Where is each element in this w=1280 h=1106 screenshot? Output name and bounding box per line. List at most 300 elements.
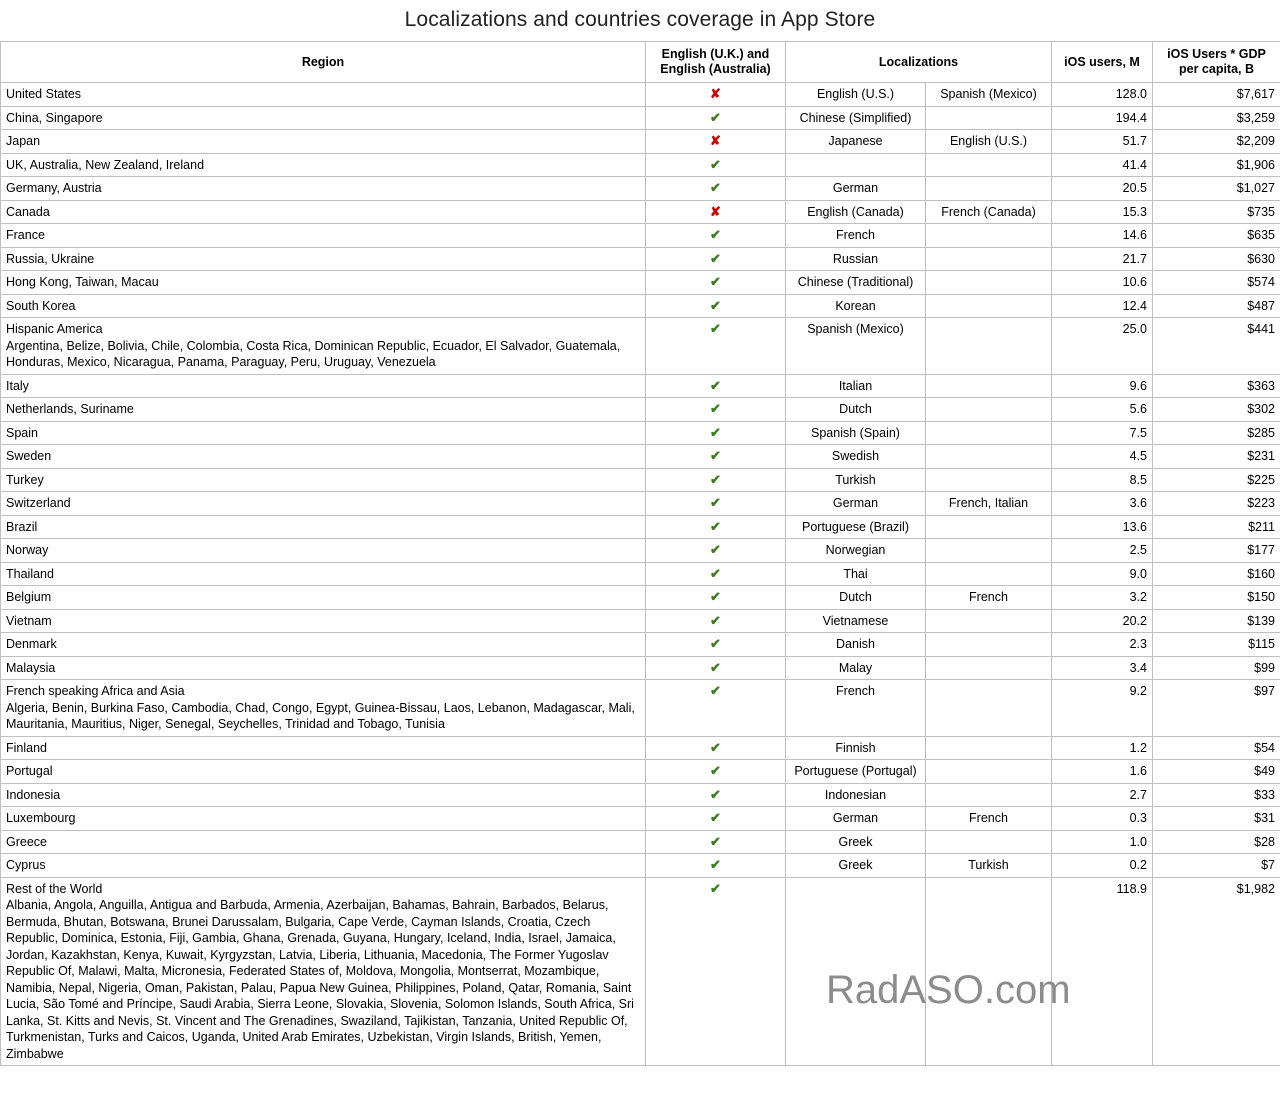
table-row [1, 294, 1280, 318]
cell-region [1, 294, 646, 318]
cell-localization-secondary [926, 830, 1052, 854]
region-name: Portugal [6, 764, 53, 778]
cell-english-coverage [646, 807, 786, 831]
cell-ios-users: 9.6 [1052, 374, 1153, 398]
cell-users-times-gdp: $28 [1153, 830, 1280, 854]
cell-users-times-gdp: $31 [1153, 807, 1280, 831]
check-icon: ✔ [710, 612, 721, 628]
check-icon: ✔ [710, 810, 721, 825]
check-icon: ✔ [710, 542, 721, 557]
cell-users-times-gdp: $33 [1153, 783, 1280, 807]
cell-english-coverage [646, 680, 786, 737]
column-header-region: Region [1, 42, 646, 83]
cell-localization-secondary [926, 539, 1052, 563]
region-name: Norway [6, 543, 49, 557]
cell-localization-primary: Chinese (Traditional) [786, 271, 926, 295]
cell-ios-users: 0.3 [1052, 807, 1153, 831]
region-name: Cyprus [6, 858, 46, 872]
cell-localization-secondary [926, 760, 1052, 784]
check-icon: ✔ [710, 659, 721, 675]
cell-localization-secondary [926, 736, 1052, 760]
cell-ios-users: 2.3 [1052, 633, 1153, 657]
cell-users-times-gdp: $363 [1153, 374, 1280, 398]
cell-region [1, 736, 646, 760]
table-row [1, 586, 1280, 610]
cell-users-times-gdp: $54 [1153, 736, 1280, 760]
cell-localization-secondary [926, 247, 1052, 271]
check-icon: ✔ [710, 377, 721, 393]
cell-ios-users: 10.6 [1052, 271, 1153, 295]
cross-icon: ✘ [710, 133, 721, 148]
region-name: Italy [6, 378, 29, 393]
cell-localization-primary: English (U.S.) [786, 83, 926, 107]
cell-users-times-gdp: $285 [1153, 421, 1280, 445]
cell-localization-primary: Danish [786, 633, 926, 657]
check-icon: ✔ [710, 565, 721, 581]
cell-users-times-gdp: $1,027 [1153, 177, 1280, 201]
table-row [1, 656, 1280, 680]
cell-localization-secondary [926, 656, 1052, 680]
region-name: Japan [6, 134, 41, 148]
cell-ios-users: 1.0 [1052, 830, 1153, 854]
cell-region [1, 515, 646, 539]
cell-region [1, 468, 646, 492]
cell-users-times-gdp: $225 [1153, 468, 1280, 492]
cell-localization-primary: Dutch [786, 398, 926, 422]
cell-users-times-gdp: $231 [1153, 445, 1280, 469]
cell-users-times-gdp: $1,906 [1153, 153, 1280, 177]
region-country-list: Albania, Angola, Anguilla, Antigua and Barbuda, Armenia, Azerbaijan, Bahamas, Bahrain, Barbados, Belarus, Bermuda, Bhutan, Botswana, Brunei Darussalam, Bulgaria, Cape Verde, Cayman Islands, Croatia, Czech Republic, Dominica, Estonia, Fiji, Gambia, Ghana, Grenada, Guyana, Hungary, Iceland, India, Israel, Jamaica, Jordan, Kazakhstan, Kenya, Kuwait, Kyrgyzstan, Latvia, Liberia, Lithuania, Macedonia, The Former Yugoslav Republic Of, Malawi, Malta, Micronesia, Federated States of, Moldova, Mongolia, Montserrat, Mozambique, Namibia, Nepal, Nigeria, Oman, Pakistan, Palau, Papua New Guinea, Philippines, Poland, Qatar, Romania, Saint Lucia, São Tomé and Príncipe, Saudi Arabia, Sierra Leone, Slovakia, Slovenia, Solomon Islands, South Africa, Sri Lanka, St. Kitts and Nevis, St. Vincent and The Grenadines, Swaziland, Tajikistan, Tanzania, United Republic Of, Turkmenistan, Turks and Caicos, Uganda, United Arab Emirates, Uzbekistan, Virgin Islands, British, Yemen, Zimbabwe [6, 898, 634, 1061]
region-name: United States [6, 87, 82, 101]
check-icon: ✔ [710, 180, 721, 195]
cell-localization-primary: Spanish (Spain) [786, 421, 926, 445]
cell-localization-primary: Swedish [786, 445, 926, 469]
region-name: Canada [6, 204, 50, 219]
cell-users-times-gdp: $223 [1153, 492, 1280, 516]
cell-users-times-gdp: $3,259 [1153, 106, 1280, 130]
table-row [1, 539, 1280, 563]
cell-localization-primary: Norwegian [786, 539, 926, 563]
region-name: Vietnam [6, 613, 52, 628]
cell-region [1, 609, 646, 633]
cross-icon: ✘ [710, 203, 721, 219]
region-name: Sweden [6, 449, 52, 463]
cell-english-coverage [646, 562, 786, 586]
cell-english-coverage [646, 224, 786, 248]
check-icon: ✔ [710, 833, 721, 849]
cell-region [1, 271, 646, 295]
table-row [1, 760, 1280, 784]
check-icon: ✔ [710, 448, 721, 463]
cell-localization-primary: Chinese (Simplified) [786, 106, 926, 130]
cell-users-times-gdp: $211 [1153, 515, 1280, 539]
table-row [1, 421, 1280, 445]
cell-english-coverage [646, 830, 786, 854]
region-name: South Korea [6, 298, 76, 313]
table-row [1, 83, 1280, 107]
cell-ios-users: 3.4 [1052, 656, 1153, 680]
check-icon: ✔ [710, 297, 721, 313]
cell-region [1, 783, 646, 807]
cell-users-times-gdp: $635 [1153, 224, 1280, 248]
cell-localization-primary: Portuguese (Brazil) [786, 515, 926, 539]
cell-english-coverage [646, 421, 786, 445]
cell-localization-secondary [926, 877, 1052, 1066]
cell-localization-secondary [926, 271, 1052, 295]
cell-localization-primary: Finnish [786, 736, 926, 760]
region-name: China, Singapore [6, 110, 103, 125]
region-name: Netherlands, Suriname [6, 402, 134, 416]
cell-localization-primary: Turkish [786, 468, 926, 492]
region-name: Indonesia [6, 787, 61, 802]
cell-ios-users: 3.6 [1052, 492, 1153, 516]
cell-ios-users: 1.2 [1052, 736, 1153, 760]
cell-region [1, 680, 646, 737]
region-name: Denmark [6, 637, 57, 651]
cell-ios-users: 15.3 [1052, 200, 1153, 224]
cell-users-times-gdp: $115 [1153, 633, 1280, 657]
watermark: RadASO.com [826, 968, 1071, 1012]
cell-ios-users: 0.2 [1052, 854, 1153, 878]
check-icon: ✔ [710, 518, 721, 534]
cell-users-times-gdp: $99 [1153, 656, 1280, 680]
region-name: Hong Kong, Taiwan, Macau [6, 275, 159, 289]
cell-users-times-gdp: $139 [1153, 609, 1280, 633]
cell-ios-users: 7.5 [1052, 421, 1153, 445]
check-icon: ✔ [710, 227, 721, 242]
cell-ios-users: 118.9 [1052, 877, 1153, 1066]
cell-ios-users: 13.6 [1052, 515, 1153, 539]
cell-localization-secondary [926, 224, 1052, 248]
table-row [1, 130, 1280, 154]
cell-region [1, 854, 646, 878]
table-row [1, 830, 1280, 854]
cell-localization-primary: Italian [786, 374, 926, 398]
region-name: Hispanic America [6, 322, 103, 336]
cell-localization-secondary [926, 633, 1052, 657]
region-name: Luxembourg [6, 811, 76, 825]
cell-region [1, 562, 646, 586]
table-row [1, 468, 1280, 492]
region-name: France [6, 228, 45, 242]
cell-localization-primary: Russian [786, 247, 926, 271]
cell-english-coverage [646, 586, 786, 610]
cell-ios-users: 8.5 [1052, 468, 1153, 492]
cell-english-coverage [646, 609, 786, 633]
cell-ios-users: 12.4 [1052, 294, 1153, 318]
check-icon: ✔ [710, 589, 721, 604]
cell-ios-users: 9.2 [1052, 680, 1153, 737]
cell-localization-secondary: English (U.S.) [926, 130, 1052, 154]
column-header-localizations: Localizations [786, 42, 1052, 83]
region-name: Russia, Ukraine [6, 251, 95, 266]
cell-ios-users: 4.5 [1052, 445, 1153, 469]
cell-english-coverage [646, 153, 786, 177]
cell-region [1, 830, 646, 854]
check-icon: ✔ [710, 739, 721, 755]
cell-localization-secondary [926, 294, 1052, 318]
cell-english-coverage [646, 83, 786, 107]
cell-localization-primary: German [786, 177, 926, 201]
cell-localization-primary: Portuguese (Portugal) [786, 760, 926, 784]
cell-ios-users: 20.5 [1052, 177, 1153, 201]
check-icon: ✔ [710, 109, 721, 125]
table-row [1, 318, 1280, 375]
cell-users-times-gdp: $630 [1153, 247, 1280, 271]
cell-localization-primary: English (Canada) [786, 200, 926, 224]
cross-icon: ✘ [710, 86, 721, 101]
cell-english-coverage [646, 633, 786, 657]
region-name: Greece [6, 834, 47, 849]
cell-ios-users: 3.2 [1052, 586, 1153, 610]
cell-localization-primary: German [786, 807, 926, 831]
cell-localization-primary [786, 153, 926, 177]
table-row [1, 633, 1280, 657]
table-row [1, 445, 1280, 469]
cell-english-coverage [646, 200, 786, 224]
cell-users-times-gdp: $49 [1153, 760, 1280, 784]
cell-localization-secondary: French [926, 586, 1052, 610]
cell-localization-primary: Malay [786, 656, 926, 680]
cell-localization-secondary [926, 445, 1052, 469]
cell-region [1, 318, 646, 375]
localizations-table [0, 41, 1280, 1066]
region-name: Rest of the World [6, 881, 103, 896]
cell-english-coverage [646, 736, 786, 760]
region-name: Switzerland [6, 496, 71, 510]
cell-localization-secondary: Turkish [926, 854, 1052, 878]
cell-english-coverage [646, 106, 786, 130]
cell-localization-primary: French [786, 680, 926, 737]
cell-english-coverage [646, 539, 786, 563]
cell-localization-primary: Korean [786, 294, 926, 318]
cell-ios-users: 128.0 [1052, 83, 1153, 107]
table-row [1, 398, 1280, 422]
region-country-list: Algeria, Benin, Burkina Faso, Cambodia, Chad, Congo, Egypt, Guinea-Bissau, Laos, Lebanon, Madagascar, Mali, Mauritania, Mauritius, Niger, Senegal, Seychelles, Trinidad and Tobago, Tunisia [6, 700, 635, 731]
check-icon: ✔ [710, 274, 721, 289]
cell-region [1, 177, 646, 201]
cell-english-coverage [646, 294, 786, 318]
cell-region [1, 539, 646, 563]
cell-english-coverage [646, 854, 786, 878]
region-name: UK, Australia, New Zealand, Ireland [6, 157, 205, 172]
cell-localization-primary: Thai [786, 562, 926, 586]
cell-users-times-gdp: $1,982 [1153, 877, 1280, 1066]
table-row [1, 106, 1280, 130]
cell-ios-users: 2.5 [1052, 539, 1153, 563]
region-name: Spain [6, 425, 38, 440]
cell-region [1, 877, 646, 1066]
cell-region [1, 633, 646, 657]
table-header-row [1, 42, 1280, 83]
cell-region [1, 398, 646, 422]
cell-users-times-gdp: $441 [1153, 318, 1280, 375]
cell-localization-secondary: Spanish (Mexico) [926, 83, 1052, 107]
check-icon: ✔ [710, 401, 721, 416]
table-row [1, 224, 1280, 248]
cell-localization-secondary [926, 515, 1052, 539]
table-body [1, 83, 1280, 1066]
cell-ios-users: 5.6 [1052, 398, 1153, 422]
cell-localization-secondary [926, 680, 1052, 737]
cell-localization-primary [786, 877, 926, 1066]
table-row [1, 783, 1280, 807]
cell-english-coverage [646, 468, 786, 492]
cell-localization-secondary [926, 421, 1052, 445]
cell-english-coverage [646, 318, 786, 375]
cell-localization-secondary [926, 609, 1052, 633]
table-row [1, 177, 1280, 201]
region-name: Germany, Austria [6, 181, 102, 195]
cell-region [1, 656, 646, 680]
cell-localization-primary: Vietnamese [786, 609, 926, 633]
cell-localization-secondary [926, 374, 1052, 398]
table-row [1, 247, 1280, 271]
table-row [1, 153, 1280, 177]
cell-english-coverage [646, 492, 786, 516]
page-title: Localizations and countries coverage in App Store [404, 8, 876, 31]
cell-users-times-gdp: $574 [1153, 271, 1280, 295]
cell-users-times-gdp: $7,617 [1153, 83, 1280, 107]
cell-ios-users: 25.0 [1052, 318, 1153, 375]
table-row [1, 807, 1280, 831]
cell-region [1, 83, 646, 107]
table-row [1, 271, 1280, 295]
region-country-list: Argentina, Belize, Bolivia, Chile, Colombia, Costa Rica, Dominican Republic, Ecuador, El Salvador, Guatemala, Honduras, Mexico, Nicaragua, Panama, Paraguay, Peru, Uruguay, Venezuela [6, 338, 621, 369]
cell-english-coverage [646, 247, 786, 271]
cell-localization-primary: Spanish (Mexico) [786, 318, 926, 375]
cell-region [1, 224, 646, 248]
cell-ios-users: 20.2 [1052, 609, 1153, 633]
cell-region [1, 760, 646, 784]
cell-ios-users: 51.7 [1052, 130, 1153, 154]
table-row [1, 492, 1280, 516]
region-name: Malaysia [6, 660, 56, 675]
cell-localization-primary: Dutch [786, 586, 926, 610]
cell-region [1, 374, 646, 398]
region-name: Belgium [6, 590, 52, 604]
cell-ios-users: 21.7 [1052, 247, 1153, 271]
cell-users-times-gdp: $160 [1153, 562, 1280, 586]
cell-english-coverage [646, 271, 786, 295]
cell-localization-primary: Japanese [786, 130, 926, 154]
cell-english-coverage [646, 783, 786, 807]
cell-users-times-gdp: $2,209 [1153, 130, 1280, 154]
cell-ios-users: 2.7 [1052, 783, 1153, 807]
cell-region [1, 807, 646, 831]
table-row [1, 736, 1280, 760]
cell-users-times-gdp: $487 [1153, 294, 1280, 318]
cell-localization-secondary: French (Canada) [926, 200, 1052, 224]
cell-region [1, 200, 646, 224]
cell-localization-primary: Greek [786, 830, 926, 854]
cell-region [1, 247, 646, 271]
check-icon: ✔ [710, 880, 721, 896]
table-row [1, 374, 1280, 398]
column-header-english: English (U.K.) and English (Australia) [646, 42, 786, 83]
check-icon: ✔ [710, 471, 721, 487]
cell-users-times-gdp: $7 [1153, 854, 1280, 878]
cell-english-coverage [646, 656, 786, 680]
cell-users-times-gdp: $97 [1153, 680, 1280, 737]
cell-users-times-gdp: $177 [1153, 539, 1280, 563]
cell-region [1, 106, 646, 130]
region-name: Finland [6, 740, 47, 755]
table-row [1, 877, 1280, 1066]
cell-localization-secondary: French [926, 807, 1052, 831]
cell-localization-secondary: French, Italian [926, 492, 1052, 516]
column-header-ios-users: iOS users, M [1052, 42, 1153, 83]
cell-english-coverage [646, 445, 786, 469]
check-icon: ✔ [710, 857, 721, 872]
cell-english-coverage [646, 130, 786, 154]
cell-localization-primary: Greek [786, 854, 926, 878]
cell-ios-users: 194.4 [1052, 106, 1153, 130]
check-icon: ✔ [710, 321, 721, 336]
cell-english-coverage [646, 515, 786, 539]
cell-localization-secondary [926, 468, 1052, 492]
table-row [1, 200, 1280, 224]
table-row [1, 515, 1280, 539]
cell-localization-primary: Indonesian [786, 783, 926, 807]
cell-localization-secondary [926, 177, 1052, 201]
cell-english-coverage [646, 177, 786, 201]
cell-localization-secondary [926, 153, 1052, 177]
cell-region [1, 421, 646, 445]
column-header-gdp: iOS Users * GDP per capita, B [1153, 42, 1280, 83]
check-icon: ✔ [710, 683, 721, 698]
cell-localization-primary: German [786, 492, 926, 516]
check-icon: ✔ [710, 156, 721, 172]
table-row [1, 680, 1280, 737]
cell-region [1, 130, 646, 154]
table-row [1, 562, 1280, 586]
cell-localization-secondary [926, 783, 1052, 807]
cell-users-times-gdp: $150 [1153, 586, 1280, 610]
region-name: Turkey [6, 472, 44, 487]
cell-users-times-gdp: $302 [1153, 398, 1280, 422]
cell-ios-users: 9.0 [1052, 562, 1153, 586]
cell-localization-secondary [926, 106, 1052, 130]
check-icon: ✔ [710, 786, 721, 802]
cell-ios-users: 14.6 [1052, 224, 1153, 248]
cell-users-times-gdp: $735 [1153, 200, 1280, 224]
cell-localization-secondary [926, 562, 1052, 586]
table-row [1, 854, 1280, 878]
check-icon: ✔ [710, 250, 721, 266]
cell-english-coverage [646, 398, 786, 422]
check-icon: ✔ [710, 495, 721, 510]
table-row [1, 609, 1280, 633]
cell-localization-primary: French [786, 224, 926, 248]
cell-english-coverage [646, 877, 786, 1066]
cell-english-coverage [646, 760, 786, 784]
check-icon: ✔ [710, 424, 721, 440]
cell-localization-secondary [926, 398, 1052, 422]
check-icon: ✔ [710, 636, 721, 651]
cell-ios-users: 41.4 [1052, 153, 1153, 177]
cell-region [1, 492, 646, 516]
cell-localization-secondary [926, 318, 1052, 375]
cell-ios-users: 1.6 [1052, 760, 1153, 784]
table-header [1, 42, 1280, 83]
check-icon: ✔ [710, 763, 721, 778]
region-name: Brazil [6, 519, 38, 534]
cell-english-coverage [646, 374, 786, 398]
cell-region [1, 445, 646, 469]
cell-region [1, 153, 646, 177]
region-name: Thailand [6, 566, 54, 581]
